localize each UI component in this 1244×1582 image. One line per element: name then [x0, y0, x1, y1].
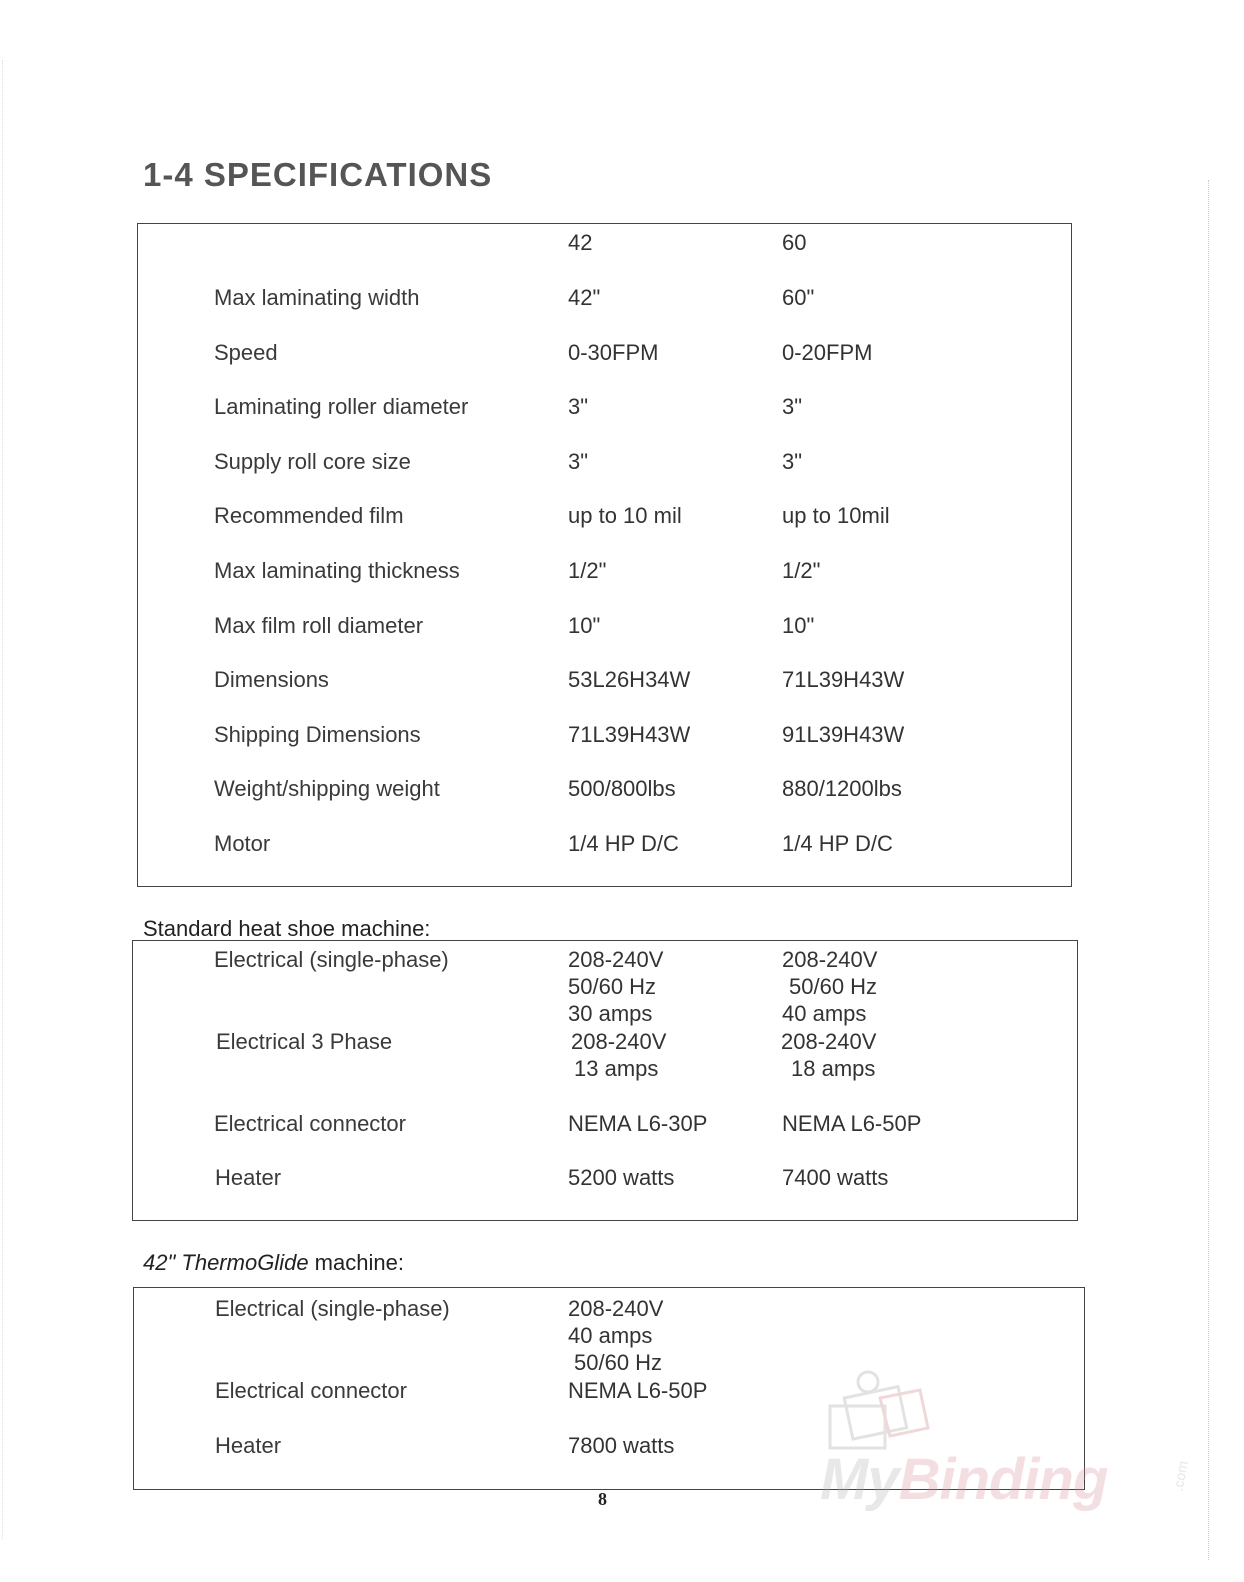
spec-row-value-42: 500/800lbs — [568, 776, 676, 801]
spec-row-value-60: 880/1200lbs — [782, 776, 902, 801]
mybinding-watermark — [815, 1368, 1195, 1518]
standard-connector-label: Electrical connector — [214, 1111, 406, 1136]
standard-three-42-voltage: 208-240V — [571, 1029, 667, 1054]
watermark-text — [820, 1446, 1107, 1513]
thermoglide-heading — [143, 1250, 404, 1276]
spec-row-value-60: 0-20FPM — [782, 340, 873, 365]
spec-row-value-60: 10" — [782, 613, 815, 638]
standard-three-42-amps: 13 amps — [574, 1056, 659, 1081]
thermoglide-single-voltage: 208-240V — [568, 1296, 664, 1321]
spec-row-label: Supply roll core size — [214, 449, 411, 474]
laminator-icon — [820, 1368, 940, 1458]
thermoglide-single-amps: 40 amps — [568, 1323, 653, 1348]
spec-row-label: Weight/shipping weight — [214, 776, 440, 801]
spec-row-label: Shipping Dimensions — [214, 722, 421, 747]
spec-row-label: Recommended film — [214, 503, 404, 528]
standard-three-60-voltage: 208-240V — [781, 1029, 877, 1054]
spec-row-value-42: 1/2" — [568, 558, 607, 583]
standard-heading: Standard heat shoe machine: — [143, 916, 431, 941]
spec-row-value-42: 71L39H43W — [568, 722, 691, 747]
scan-edge-right — [1208, 180, 1209, 1560]
standard-connector-60: NEMA L6-50P — [782, 1111, 922, 1136]
page-title: 1-4 SPECIFICATIONS — [143, 156, 493, 193]
standard-single-42-voltage: 208-240V — [568, 947, 664, 972]
spec-row-value-42: 3" — [568, 449, 589, 474]
thermoglide-heater-label: Heater — [215, 1433, 282, 1458]
watermark-brand-b: Binding — [898, 1447, 1108, 1512]
spec-row-value-60: 1/4 HP D/C — [782, 831, 893, 856]
watermark-brand-a: My — [820, 1447, 899, 1512]
spec-row-label: Motor — [214, 831, 271, 856]
standard-heater-60: 7400 watts — [782, 1165, 889, 1190]
thermoglide-single-freq: 50/60 Hz — [574, 1350, 663, 1375]
thermoglide-heater-value: 7800 watts — [568, 1433, 675, 1458]
thermoglide-connector-value: NEMA L6-50P — [568, 1378, 708, 1403]
spec-row-value-60: 91L39H43W — [782, 722, 905, 747]
watermark-suffix: .com — [1169, 1459, 1191, 1493]
thermoglide-connector-label: Electrical connector — [215, 1378, 407, 1403]
spec-row-label: Laminating roller diameter — [214, 394, 469, 419]
standard-single-60-amps: 40 amps — [782, 1001, 867, 1026]
spec-row-label: Dimensions — [214, 667, 329, 692]
specs-header-60: 60 — [782, 230, 807, 255]
standard-single-60-voltage: 208-240V — [782, 947, 878, 972]
spec-row-label: Max laminating thickness — [214, 558, 460, 583]
spec-row-value-42: up to 10 mil — [568, 503, 682, 528]
spec-row-value-42: 3" — [568, 394, 589, 419]
spec-row-value-60: 60" — [782, 285, 815, 310]
spec-row-label: Max film roll diameter — [214, 613, 424, 638]
spec-row-value-60: 1/2" — [782, 558, 821, 583]
spec-row-value-42: 1/4 HP D/C — [568, 831, 679, 856]
scan-edge-left — [2, 60, 3, 1540]
standard-three-60-amps: 18 amps — [791, 1056, 876, 1081]
spec-row-value-60: up to 10mil — [782, 503, 890, 528]
standard-heater-label: Heater — [215, 1165, 282, 1190]
standard-single-42-amps: 30 amps — [568, 1001, 653, 1026]
spec-row-value-42: 0-30FPM — [568, 340, 659, 365]
standard-single-42-freq: 50/60 Hz — [568, 974, 657, 999]
standard-single-60-freq: 50/60 Hz — [789, 974, 878, 999]
specs-header-42: 42 — [568, 230, 593, 255]
standard-connector-42: NEMA L6-30P — [568, 1111, 708, 1136]
page-number: 8 — [598, 1489, 607, 1509]
spec-row-value-60: 71L39H43W — [782, 667, 905, 692]
standard-heater-42: 5200 watts — [568, 1165, 675, 1190]
spec-row-value-42: 53L26H34W — [568, 667, 691, 692]
spec-row-value-42: 10" — [568, 613, 601, 638]
thermoglide-single-label: Electrical (single-phase) — [215, 1296, 450, 1321]
thermoglide-heading-rest: machine: — [308, 1250, 404, 1275]
spec-row-value-42: 42" — [568, 285, 601, 310]
spec-row-label: Speed — [214, 340, 278, 365]
standard-single-label: Electrical (single-phase) — [214, 947, 449, 972]
thermoglide-heading-model: 42" ThermoGlide — [143, 1250, 309, 1275]
spec-row-label: Max laminating width — [214, 285, 420, 310]
spec-row-value-60: 3" — [782, 449, 803, 474]
standard-three-label: Electrical 3 Phase — [216, 1029, 393, 1054]
spec-row-value-60: 3" — [782, 394, 803, 419]
